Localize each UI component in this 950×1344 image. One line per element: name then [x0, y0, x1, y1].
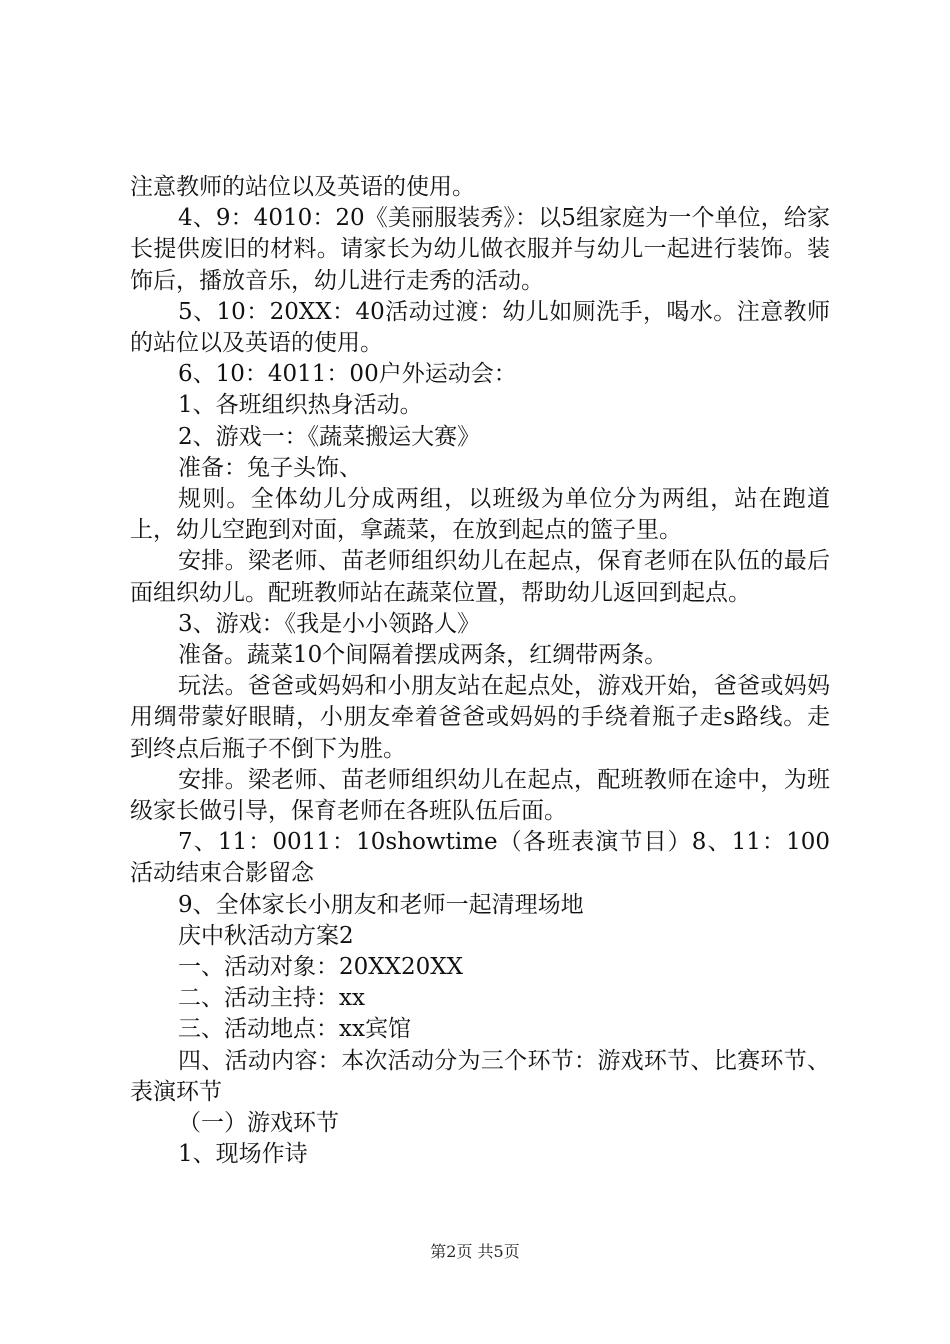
paragraph: （一）游戏环节	[178, 1110, 339, 1137]
document-body	[130, 172, 830, 1171]
paragraph: 9、全体家长小朋友和老师一起清理场地	[178, 891, 584, 918]
paragraph: 1、现场作诗	[178, 1141, 308, 1168]
paragraph: 1、各班组织热身活动。	[178, 392, 423, 419]
page-number-footer: 第2页 共5页	[430, 1242, 520, 1261]
paragraph: 一、活动对象：20XX20XX	[178, 954, 464, 981]
paragraph: 三、活动地点：xx宾馆	[178, 1016, 411, 1043]
paragraph: 4、9：4010：20《美丽服装秀》：以5组家庭为一个单位，给家长提供废旧的材料。请家长为幼儿做衣服并与幼儿一起进行装饰。装饰后，播放音乐，幼儿进行走秀的活动。	[130, 205, 830, 294]
section-title: 庆中秋活动方案2	[178, 922, 354, 949]
paragraph: 安排。梁老师、苗老师组织幼儿在起点，配班教师在途中，为班级家长做引导，保育老师在各班队伍后面。	[130, 766, 830, 825]
paragraph: 玩法。爸爸或妈妈和小朋友站在起点处，游戏开始，爸爸或妈妈用绸带蒙好眼睛，小朋友牵着爸爸或妈妈的手绕着瓶子走s路线。走到终点后瓶子不倒下为胜。	[130, 673, 830, 762]
paragraph: 注意教师的站位以及英语的使用。	[130, 174, 475, 200]
paragraph: 准备：兔子头饰、	[178, 454, 362, 481]
paragraph: 2、游戏一：《蔬菜搬运大赛》	[178, 423, 481, 450]
paragraph: 规则。全体幼儿分成两组，以班级为单位分为两组，站在跑道上，幼儿空跑到对面，拿蔬菜，在放到起点的篮子里。	[130, 486, 830, 544]
paragraph: 安排。梁老师、苗老师组织幼儿在起点，保育老师在队伍的最后面组织幼儿。配班教师站在蔬菜位置，帮助幼儿返回到起点。	[130, 548, 830, 606]
paragraph: 3、游戏：《我是小小领路人》	[178, 610, 481, 637]
paragraph: 6、10：4011：00户外运动会：	[178, 361, 517, 388]
paragraph: 7、11：0011：10showtime（各班表演节目）8、11：100活动结束合影留念	[130, 829, 830, 887]
paragraph: 5、10：20XX：40活动过渡：幼儿如厕洗手，喝水。注意教师的站位以及英语的使用。	[130, 298, 830, 357]
paragraph: 四、活动内容：本次活动分为三个环节：游戏环节、比赛环节、表演环节	[130, 1047, 830, 1105]
paragraph: 二、活动主持：xx	[178, 985, 365, 1012]
paragraph: 准备。蔬菜10个间隔着摆成两条，红绸带两条。	[178, 642, 668, 669]
